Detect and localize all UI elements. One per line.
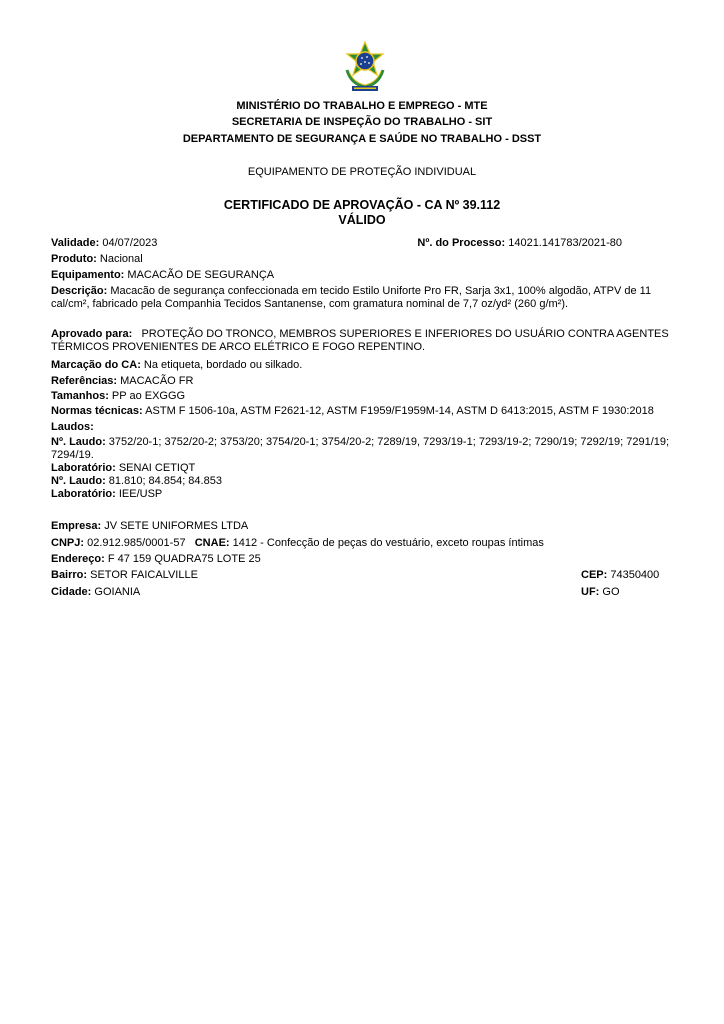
cnae-value: 1412 - Confecção de peças do vestuário, exceto roupas íntimas xyxy=(232,537,544,549)
normas-label: Normas técnicas: xyxy=(51,405,143,417)
tamanhos-value: PP ao EXGGG xyxy=(111,390,186,402)
laudo2-value: 81.810; 84.854; 84.853 xyxy=(108,475,222,487)
certificate-title: CERTIFICADO DE APROVAÇÃO - CA Nº 39.112 xyxy=(223,198,501,212)
department-title: DEPARTAMENTO DE SEGURANÇA E SAÚDE NO TRABALHO - DSST xyxy=(182,133,542,145)
normas-value: ASTM F 1506-10a, ASTM F2621-12, ASTM F1959/F1959M-14, ASTM D 6413:2015, ASTM F 1930:2018 xyxy=(145,405,654,417)
laudo1-value: 3752/20-1; 3752/20-2; 3753/20; 3754/20-1; 3754/20-2; 7289/19, 7293/19-1; 7293/19-2; 7290/19; 7292/19; 7291/19; 7294/19. xyxy=(51,436,670,461)
laudo2-label: Nº. Laudo: xyxy=(51,475,106,487)
endereco-value: F 47 159 QUADRA75 LOTE 25 xyxy=(107,553,261,565)
bairro-label: Bairro: xyxy=(51,569,88,581)
referencias-value: MACACÃO FR xyxy=(120,375,194,387)
uf-value: GO xyxy=(602,586,620,598)
cidade-label: Cidade: xyxy=(51,586,92,598)
uf-field xyxy=(581,586,681,599)
referencias-label: Referências: xyxy=(51,375,118,387)
processo-label: Nº. do Processo: xyxy=(417,237,506,249)
descricao-row xyxy=(51,285,673,311)
empresa-label: Empresa: xyxy=(51,520,102,532)
produto-label: Produto: xyxy=(51,253,97,265)
cidade-value: GOIANIA xyxy=(94,586,141,598)
cnae-label: CNAE: xyxy=(194,537,230,549)
certificate-status: VÁLIDO xyxy=(338,213,386,227)
equipamento-value: MACACÃO DE SEGURANÇA xyxy=(127,269,275,281)
processo-value: 14021.141783/2021-80 xyxy=(508,237,622,249)
aprovado-row xyxy=(51,328,673,354)
laudos-label: Laudos: xyxy=(51,421,94,433)
lab2-label: Laboratório: xyxy=(51,488,116,500)
laudos-row xyxy=(51,421,673,434)
validade-label: Validade: xyxy=(51,237,100,249)
descricao-value: Macacão de segurança confeccionada em tecido Estilo Uniforte Pro FR, Sarja 3x1, 100% algodão, ATPV de 11 cal/cm², fabricado pela Companhia Tecidos Santanense, com gramatura nominal de 7,7 oz/yd² (260 g/m²). xyxy=(51,285,652,310)
bairro-value: SETOR FAICALVILLE xyxy=(90,569,198,581)
tamanhos-row xyxy=(51,390,673,403)
marcacao-row xyxy=(51,359,673,372)
equipment-category: EQUIPAMENTO DE PROTEÇÃO INDIVIDUAL xyxy=(247,166,477,178)
lab2-row xyxy=(51,488,673,501)
tamanhos-label: Tamanhos: xyxy=(51,390,109,402)
validade-row xyxy=(51,237,673,250)
lab1-row xyxy=(51,462,673,475)
normas-row xyxy=(51,405,673,418)
lab2-value: IEE/USP xyxy=(118,488,163,500)
empresa-row xyxy=(51,520,673,533)
laudo2-row xyxy=(51,475,673,488)
laudo1-row xyxy=(51,436,673,462)
marcacao-value: Na etiqueta, bordado ou silkado. xyxy=(143,359,303,371)
empresa-value: JV SETE UNIFORMES LTDA xyxy=(104,520,249,532)
endereco-row xyxy=(51,553,673,566)
endereco-label: Endereço: xyxy=(51,553,105,565)
aprovado-value: PROTEÇÃO DO TRONCO, MEMBROS SUPERIORES E INFERIORES DO USUÁRIO CONTRA AGENTES TÉRMICOS PROVENIENTES DE ARCO ELÉTRICO E FOGO REPENTINO. xyxy=(51,328,669,353)
marcacao-label: Marcação do CA: xyxy=(51,359,141,371)
lab1-value: SENAI CETIQT xyxy=(118,462,196,474)
produto-value: Nacional xyxy=(99,253,143,265)
laudo1-label: Nº. Laudo: xyxy=(51,436,106,448)
equipamento-row xyxy=(51,269,673,282)
descricao-label: Descrição: xyxy=(51,285,108,297)
cnpj-row xyxy=(51,537,673,550)
cep-value: 74350400 xyxy=(610,569,660,581)
secretariat-title: SECRETARIA DE INSPEÇÃO DO TRABALHO - SIT xyxy=(231,116,493,128)
produto-row xyxy=(51,253,673,266)
cidade-row xyxy=(51,586,673,599)
bairro-row xyxy=(51,569,673,582)
cep-field xyxy=(581,569,681,582)
referencias-row xyxy=(51,375,673,388)
cnpj-label: CNPJ: xyxy=(51,537,85,549)
cep-label: CEP: xyxy=(581,569,608,581)
uf-label: UF: xyxy=(581,586,600,598)
brazil-coat-of-arms-icon xyxy=(343,40,387,94)
aprovado-label: Aprovado para: xyxy=(51,328,133,340)
cnpj-value: 02.912.985/0001-57 xyxy=(87,537,186,549)
validade-value: 04/07/2023 xyxy=(102,237,158,249)
ministry-title: MINISTÉRIO DO TRABALHO E EMPREGO - MTE xyxy=(236,100,488,112)
equipamento-label: Equipamento: xyxy=(51,269,125,281)
lab1-label: Laboratório: xyxy=(51,462,116,474)
processo-field xyxy=(417,237,622,250)
